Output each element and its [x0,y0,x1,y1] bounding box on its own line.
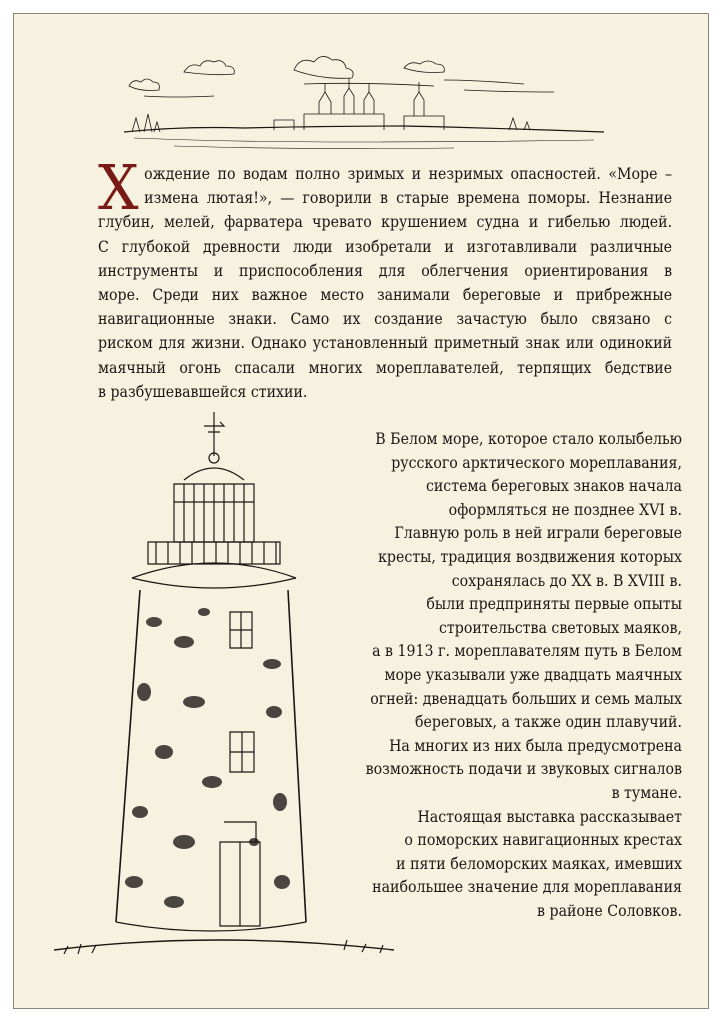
body-line: огней: двенадцать больших и семь малых [370,689,682,708]
body-line: На многих из них была предусмотрена [389,736,682,755]
poster-page [13,13,709,1009]
intro-line: навигационные знаки. Само их создание зачастую было связано с [98,310,673,329]
body-line: и пяти беломорских маяках, имевших [396,854,682,873]
body-line: строительства световых маяков, [439,618,682,637]
monastery-panorama-sketch [114,34,614,164]
intro-line: С глубокой древности люди изобретали и изготавливали различные [98,237,673,256]
intro-line: ождение по водам полно зримых и незримых опасностей. «Море – [144,165,673,183]
intro-line: инструменты и приспособления для облегчения ориентирования в [98,261,673,280]
body-line: возможность подачи и звуковых сигналов [365,760,682,779]
body-line: русского арктического мореплавания, [391,453,682,472]
dropcap-letter: Х [98,151,139,224]
body-line: были предприняты первые опыты [426,595,682,614]
body-line: в районе Соловков. [537,901,682,920]
intro-line: маячный огонь спасали многих мореплавателей, терпящих бедствие [98,358,673,377]
intro-line: глубин, мелей, фарватера чревато крушением судна и гибелью людей. [98,213,673,232]
body-line: наибольшее значение для мореплавания [372,878,682,897]
body-line: а в 1913 г. мореплавателям путь в Белом [372,642,682,661]
intro-line: море. Среди них важное место занимали береговые и прибрежные [98,286,673,305]
body-line: в тумане. [611,783,682,802]
body-line: система береговых знаков начала [425,477,682,496]
body-line: море указывали уже двадцать маячных [384,665,682,684]
body-line: кресты, традиция воздвижения которых [378,547,682,566]
body-line: береговых, а также один плавучий. [414,713,682,732]
intro-paragraph [98,151,673,404]
body-line: оформляться не позднее XVI в. [448,500,682,519]
intro-line: измена лютая!», — говорили в старые времена поморы. Незнание [144,189,673,208]
body-paragraph [310,428,682,923]
body-line: В Белом море, которое стало колыбелью [375,430,682,448]
body-line: Главную роль в ней играли береговые [394,524,682,543]
body-line: сохранялась до XX в. В XVIII в. [451,571,682,590]
intro-line: в разбушевавшейся стихии. [98,382,308,401]
intro-line: риском для жизни. Однако установленный приметный знак или одинокий [98,334,673,353]
body-line: Настоящая выставка рассказывает [417,807,682,826]
body-line: о поморских навигационных крестах [404,831,682,850]
